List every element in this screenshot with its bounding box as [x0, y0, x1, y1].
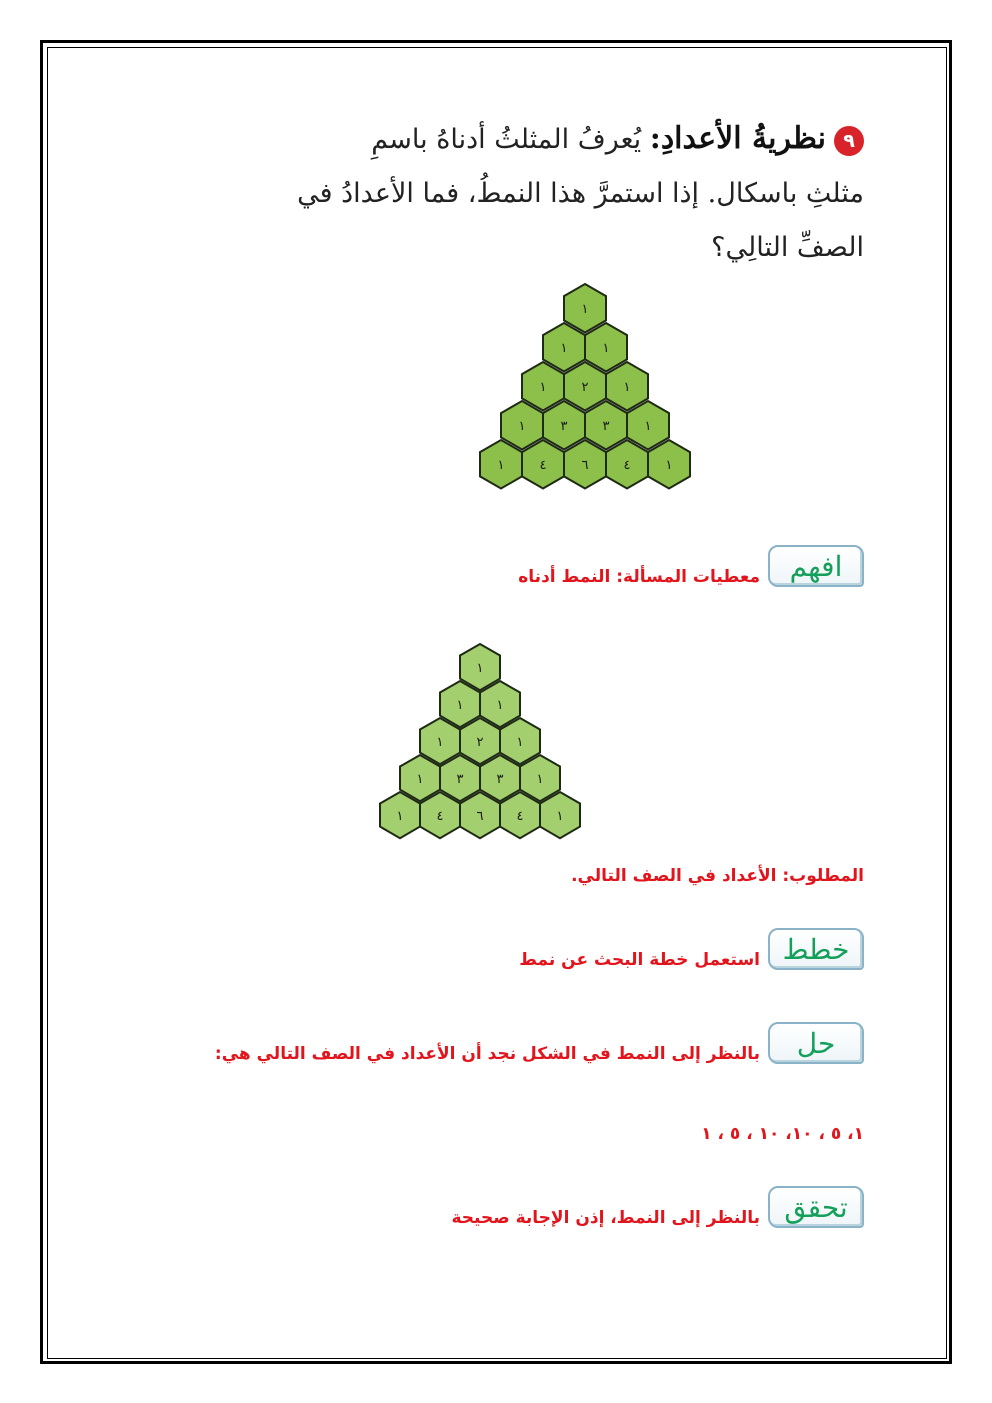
- solve-label-box: حل: [768, 1022, 864, 1064]
- hex-cell-value: ٣: [456, 772, 464, 788]
- hex-cell-value: ٣: [602, 419, 610, 435]
- answer-text: ١، ٥ ، ١٠، ١٠ ، ٥ ، ١: [701, 1124, 864, 1144]
- solve-text: بالنظر إلى النمط في الشكل نجد أن الأعداد في الصف التالي هي:: [214, 1044, 760, 1064]
- hex-cell-value: ١: [536, 772, 544, 788]
- plan-text: استعمل خطة البحث عن نمط: [519, 950, 760, 970]
- step-check: [452, 1186, 865, 1228]
- understand-text: معطيات المسألة: النمط أدناه: [518, 567, 760, 587]
- hex-cell-value: ١: [496, 698, 504, 714]
- hex-cell-value: ٢: [581, 380, 589, 396]
- pascal-triangle-figure-1: [470, 280, 700, 490]
- hex-cell-value: ٦: [581, 458, 589, 474]
- hex-cell-value: ١: [644, 419, 652, 435]
- hex-cell-value: ٢: [476, 735, 484, 751]
- pascal-triangle-figure-2: [365, 640, 595, 840]
- step-plan: [519, 928, 864, 970]
- hex-cell-value: ١: [476, 661, 484, 677]
- hex-cell-value: ١: [602, 341, 610, 357]
- hex-cell-value: ١: [416, 772, 424, 788]
- hex-cell-value: ١: [665, 458, 673, 474]
- problem-statement: [244, 112, 864, 275]
- understand-label-box: افهم: [768, 545, 864, 587]
- hex-cell-value: ٣: [560, 419, 568, 435]
- problem-line-3: الصفِّ التالِي؟: [711, 232, 864, 263]
- hex-cell-value: ١: [396, 809, 404, 825]
- hex-cell-value: ٤: [516, 809, 524, 825]
- hex-cell-value: ٣: [496, 772, 504, 788]
- problem-number-badge: ٩: [834, 126, 864, 156]
- hex-cell-value: ١: [560, 341, 568, 357]
- hex-cell-value: ١: [497, 458, 505, 474]
- problem-text-1: يُعرفُ المثلثُ أدناهُ باسمِ: [371, 124, 642, 155]
- hex-cell-value: ٤: [436, 809, 444, 825]
- hex-cell-value: ٤: [623, 458, 631, 474]
- hex-cell-value: ٤: [539, 458, 547, 474]
- hex-cell-value: ١: [581, 302, 589, 318]
- check-label-box: تحقق: [768, 1186, 864, 1228]
- problem-line-2: مثلثِ باسكال. إذا استمرَّ هذا النمطُ، فما الأعدادُ في: [297, 178, 864, 209]
- hex-cell-value: ١: [556, 809, 564, 825]
- hex-cell-value: ٦: [476, 809, 484, 825]
- problem-line-1: [244, 112, 864, 167]
- hex-cell-value: ١: [436, 735, 444, 751]
- hex-cell-value: ١: [456, 698, 464, 714]
- hex-cell-value: ١: [518, 419, 526, 435]
- check-text: بالنظر إلى النمط، إذن الإجابة صحيحة: [451, 1208, 760, 1228]
- plan-label-box: خطط: [768, 928, 864, 970]
- step-understand: [518, 545, 864, 587]
- hex-cell-value: ١: [539, 380, 547, 396]
- required-text: المطلوب: الأعداد في الصف التالي.: [571, 866, 864, 886]
- problem-topic: نظريةُ الأعدادِ:: [649, 121, 826, 156]
- hex-cell-value: ١: [623, 380, 631, 396]
- step-solve: [215, 1022, 864, 1064]
- hex-cell-value: ١: [516, 735, 524, 751]
